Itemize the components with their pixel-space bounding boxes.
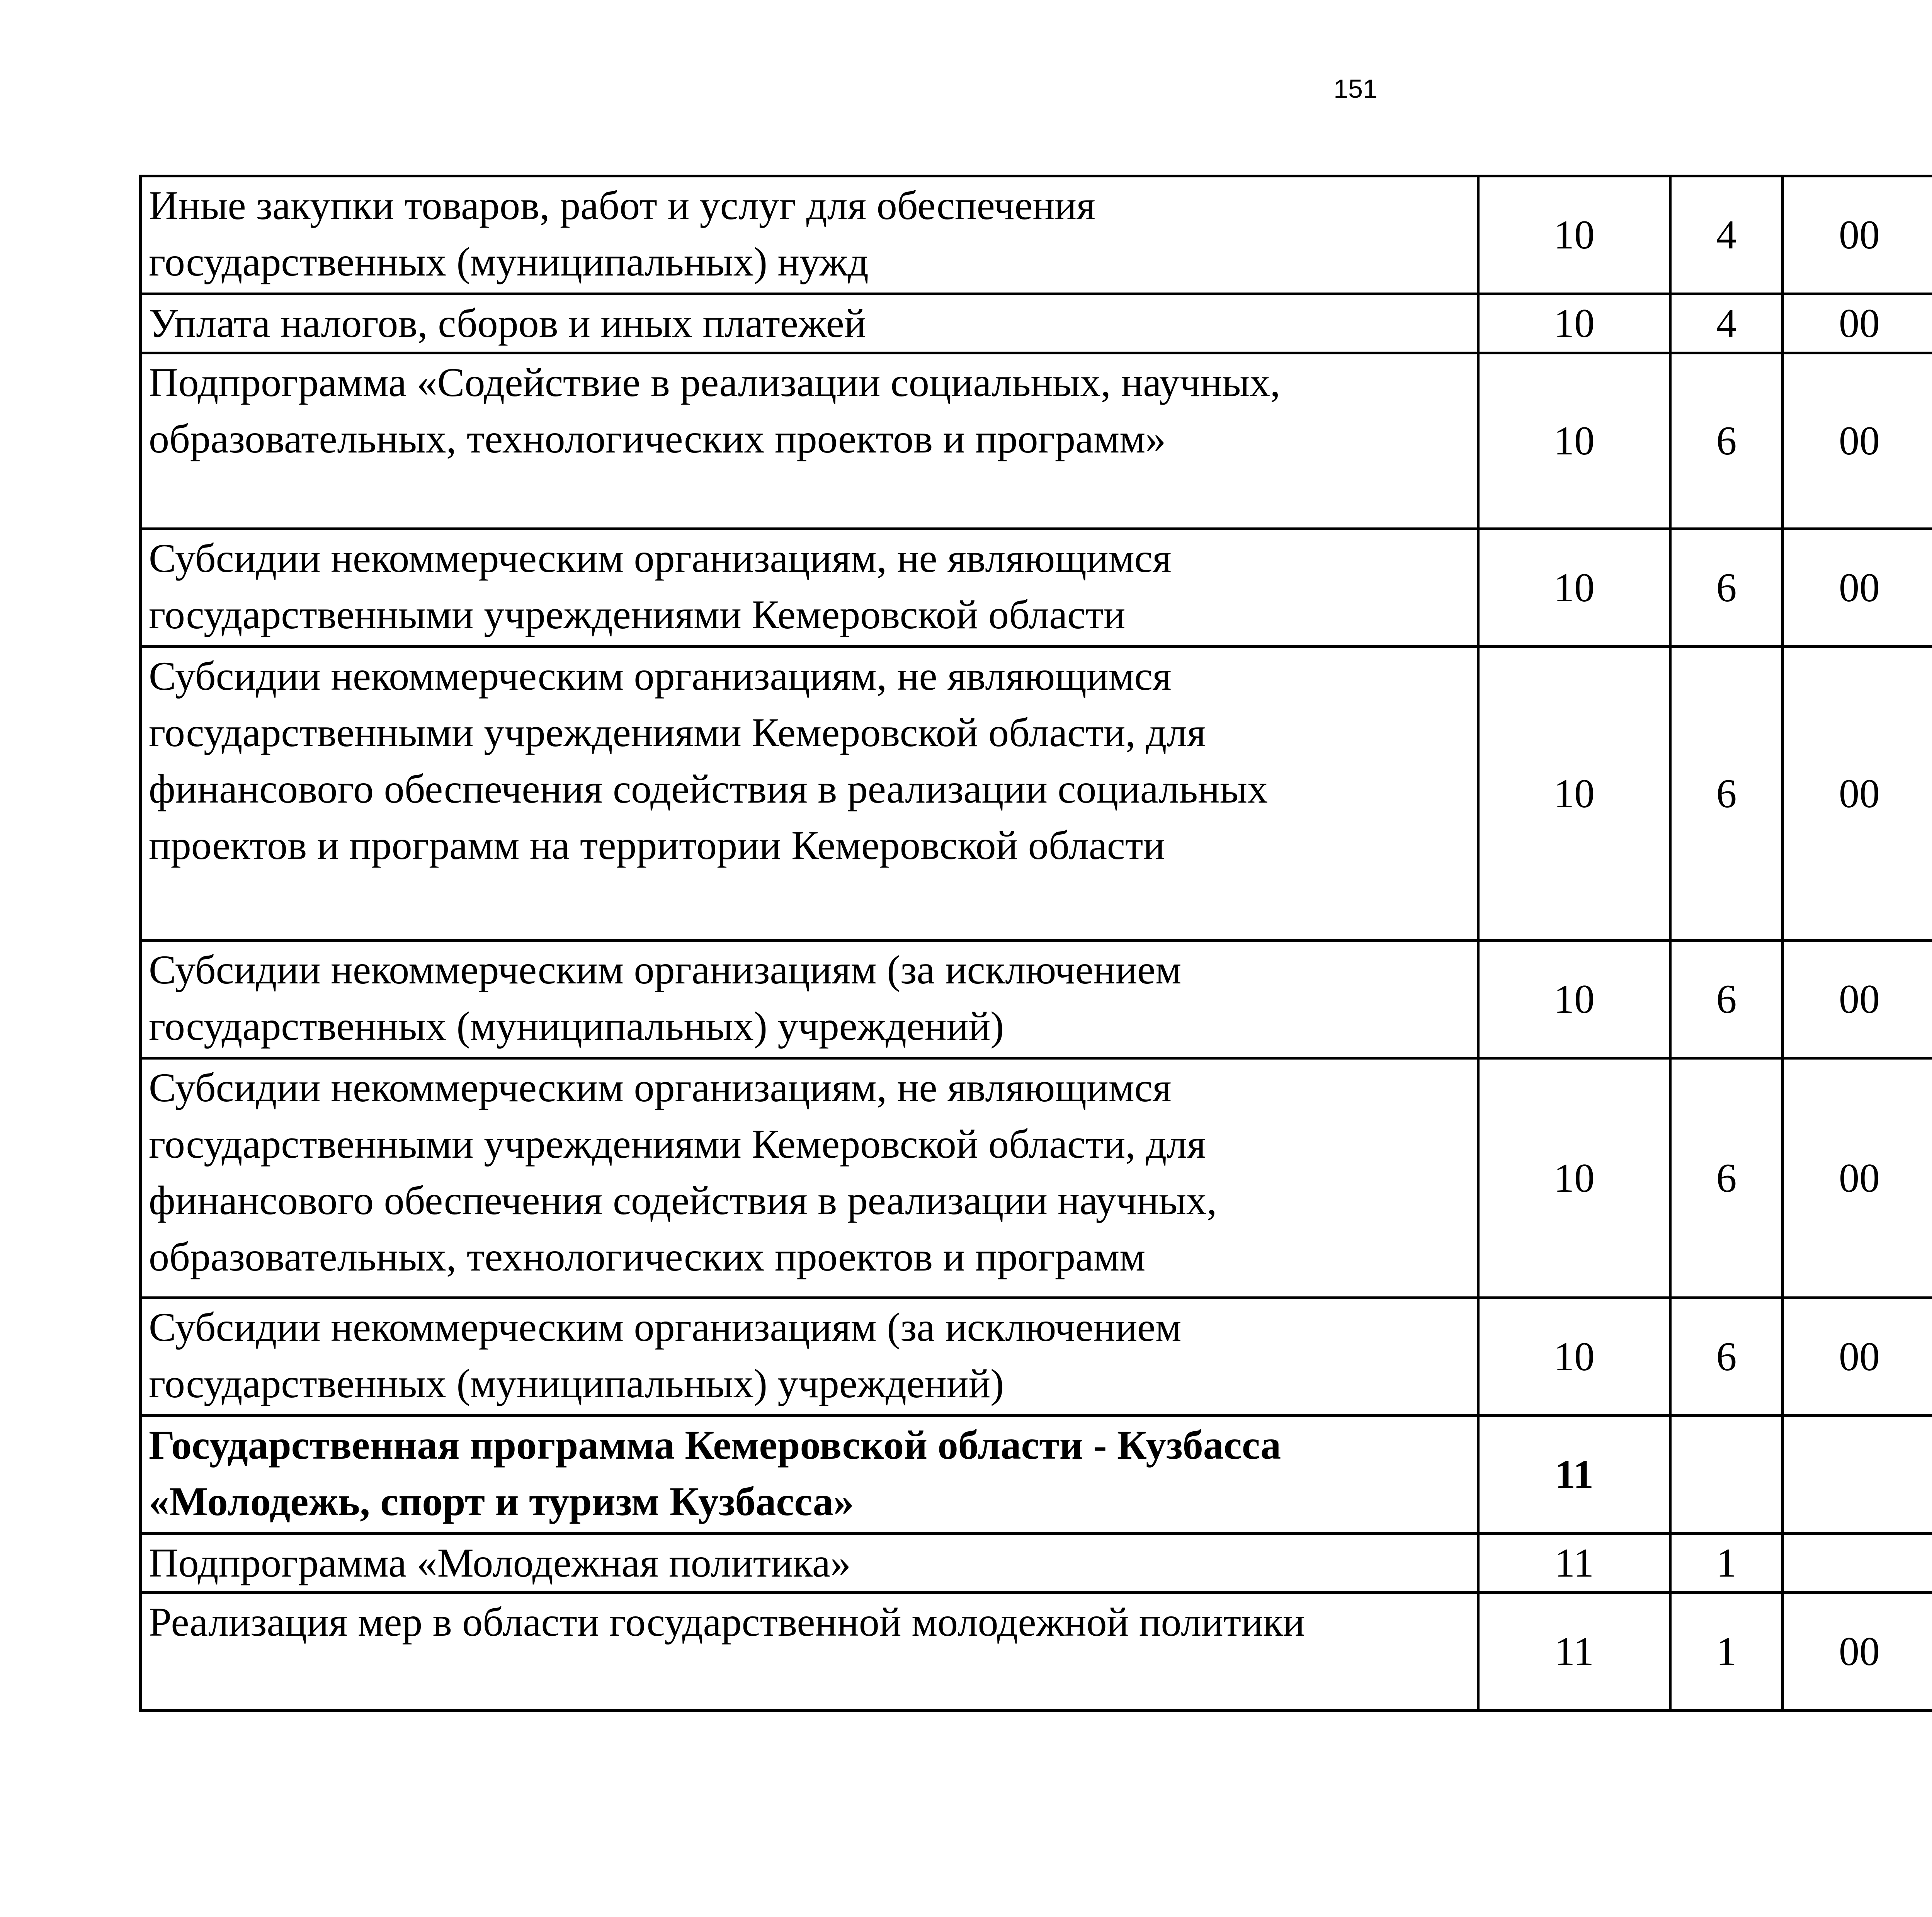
subprogram-code-cell: 4 bbox=[1670, 176, 1783, 294]
program-code-cell: 10 bbox=[1478, 1298, 1670, 1416]
table-row bbox=[141, 1298, 1932, 1416]
table-row bbox=[141, 1416, 1932, 1534]
item-name-line: государственными учреждениями Кемеровской области bbox=[149, 592, 1126, 637]
program-code-cell: 10 bbox=[1478, 941, 1670, 1058]
subprogram-code-cell: 1 bbox=[1670, 1593, 1783, 1711]
direction-code-cell bbox=[1783, 1534, 1932, 1593]
subprogram-code-cell bbox=[1670, 1416, 1783, 1534]
item-name-line: государственных (муниципальных) нужд bbox=[149, 239, 869, 284]
direction-code-cell: 00 bbox=[1783, 294, 1932, 353]
item-name-cell bbox=[141, 294, 1478, 353]
item-name-cell bbox=[141, 529, 1478, 647]
direction-code-cell: 00 bbox=[1783, 1593, 1932, 1711]
item-name-line: образовательных, технологических проектов и программ bbox=[149, 1234, 1146, 1279]
direction-code-cell: 00 bbox=[1783, 529, 1932, 647]
item-name-cell bbox=[141, 353, 1478, 529]
budget-table-body bbox=[141, 176, 1932, 1711]
direction-code-cell: 00 bbox=[1783, 353, 1932, 529]
item-name-line: Подпрограмма «Молодежная политика» bbox=[149, 1540, 851, 1585]
table-row bbox=[141, 1593, 1932, 1711]
item-name-line: финансового обеспечения содействия в реализации социальных bbox=[149, 766, 1268, 811]
table-row bbox=[141, 176, 1932, 294]
item-name-line: Реализация мер в области государственной молодежной политики bbox=[149, 1599, 1305, 1645]
program-code-cell: 11 bbox=[1478, 1534, 1670, 1593]
item-name-line: проектов и программ на территории Кемеровской области bbox=[149, 823, 1165, 868]
program-code-cell: 10 bbox=[1478, 353, 1670, 529]
subprogram-code-cell: 6 bbox=[1670, 1298, 1783, 1416]
program-code-cell: 11 bbox=[1478, 1593, 1670, 1711]
subprogram-code-cell: 6 bbox=[1670, 941, 1783, 1058]
table-row bbox=[141, 1534, 1932, 1593]
program-code-cell: 10 bbox=[1478, 176, 1670, 294]
program-code-cell: 10 bbox=[1478, 294, 1670, 353]
item-name-line: Уплата налогов, сборов и иных платежей bbox=[149, 301, 866, 346]
table-row bbox=[141, 353, 1932, 529]
item-name-line: Подпрограмма «Содействие в реализации социальных, научных, bbox=[149, 360, 1281, 405]
subprogram-code-cell: 6 bbox=[1670, 353, 1783, 529]
item-name-line: Субсидии некоммерческим организациям, не являющимся bbox=[149, 653, 1172, 699]
program-code-cell: 10 bbox=[1478, 647, 1670, 941]
table-row bbox=[141, 647, 1932, 941]
table-row bbox=[141, 941, 1932, 1058]
item-name-line: государственных (муниципальных) учреждений) bbox=[149, 1361, 1004, 1406]
item-name-line: Субсидии некоммерческим организациям (за исключением bbox=[149, 947, 1182, 992]
table-row bbox=[141, 529, 1932, 647]
direction-code-cell: 00 bbox=[1783, 941, 1932, 1058]
subprogram-code-cell: 1 bbox=[1670, 1534, 1783, 1593]
item-name-cell bbox=[141, 1298, 1478, 1416]
item-name-cell bbox=[141, 176, 1478, 294]
item-name-cell bbox=[141, 1534, 1478, 1593]
item-name-cell bbox=[141, 1058, 1478, 1298]
item-name-line: Субсидии некоммерческим организациям (за исключением bbox=[149, 1305, 1182, 1350]
page-number: 151 bbox=[1333, 74, 1378, 104]
item-name-line: Иные закупки товаров, работ и услуг для обеспечения bbox=[149, 183, 1095, 228]
item-name-line: «Молодежь, спорт и туризм Кузбасса» bbox=[149, 1479, 854, 1524]
budget-table bbox=[139, 175, 1932, 1712]
subprogram-code-cell: 6 bbox=[1670, 1058, 1783, 1298]
item-name-cell bbox=[141, 941, 1478, 1058]
table-row bbox=[141, 294, 1932, 353]
item-name-line: финансового обеспечения содействия в реализации научных, bbox=[149, 1178, 1217, 1223]
direction-code-cell: 00 bbox=[1783, 1298, 1932, 1416]
item-name-line: государственными учреждениями Кемеровской области, для bbox=[149, 710, 1206, 755]
item-name-cell bbox=[141, 647, 1478, 941]
program-code-cell: 10 bbox=[1478, 529, 1670, 647]
direction-code-cell bbox=[1783, 1416, 1932, 1534]
item-name-cell bbox=[141, 1593, 1478, 1711]
subprogram-code-cell: 4 bbox=[1670, 294, 1783, 353]
item-name-cell bbox=[141, 1416, 1478, 1534]
direction-code-cell: 00 bbox=[1783, 647, 1932, 941]
item-name-line: Субсидии некоммерческим организациям, не являющимся bbox=[149, 1065, 1172, 1110]
subprogram-code-cell: 6 bbox=[1670, 529, 1783, 647]
item-name-line: Субсидии некоммерческим организациям, не являющимся bbox=[149, 536, 1172, 581]
program-code-cell: 11 bbox=[1478, 1416, 1670, 1534]
item-name-line: государственными учреждениями Кемеровской области, для bbox=[149, 1121, 1206, 1167]
table-row bbox=[141, 1058, 1932, 1298]
item-name-line: государственных (муниципальных) учреждений) bbox=[149, 1004, 1004, 1049]
direction-code-cell: 00 bbox=[1783, 176, 1932, 294]
program-code-cell: 10 bbox=[1478, 1058, 1670, 1298]
subprogram-code-cell: 6 bbox=[1670, 647, 1783, 941]
direction-code-cell: 00 bbox=[1783, 1058, 1932, 1298]
item-name-line: образовательных, технологических проектов и программ» bbox=[149, 416, 1166, 461]
item-name-line: Государственная программа Кемеровской области - Кузбасса bbox=[149, 1422, 1281, 1468]
